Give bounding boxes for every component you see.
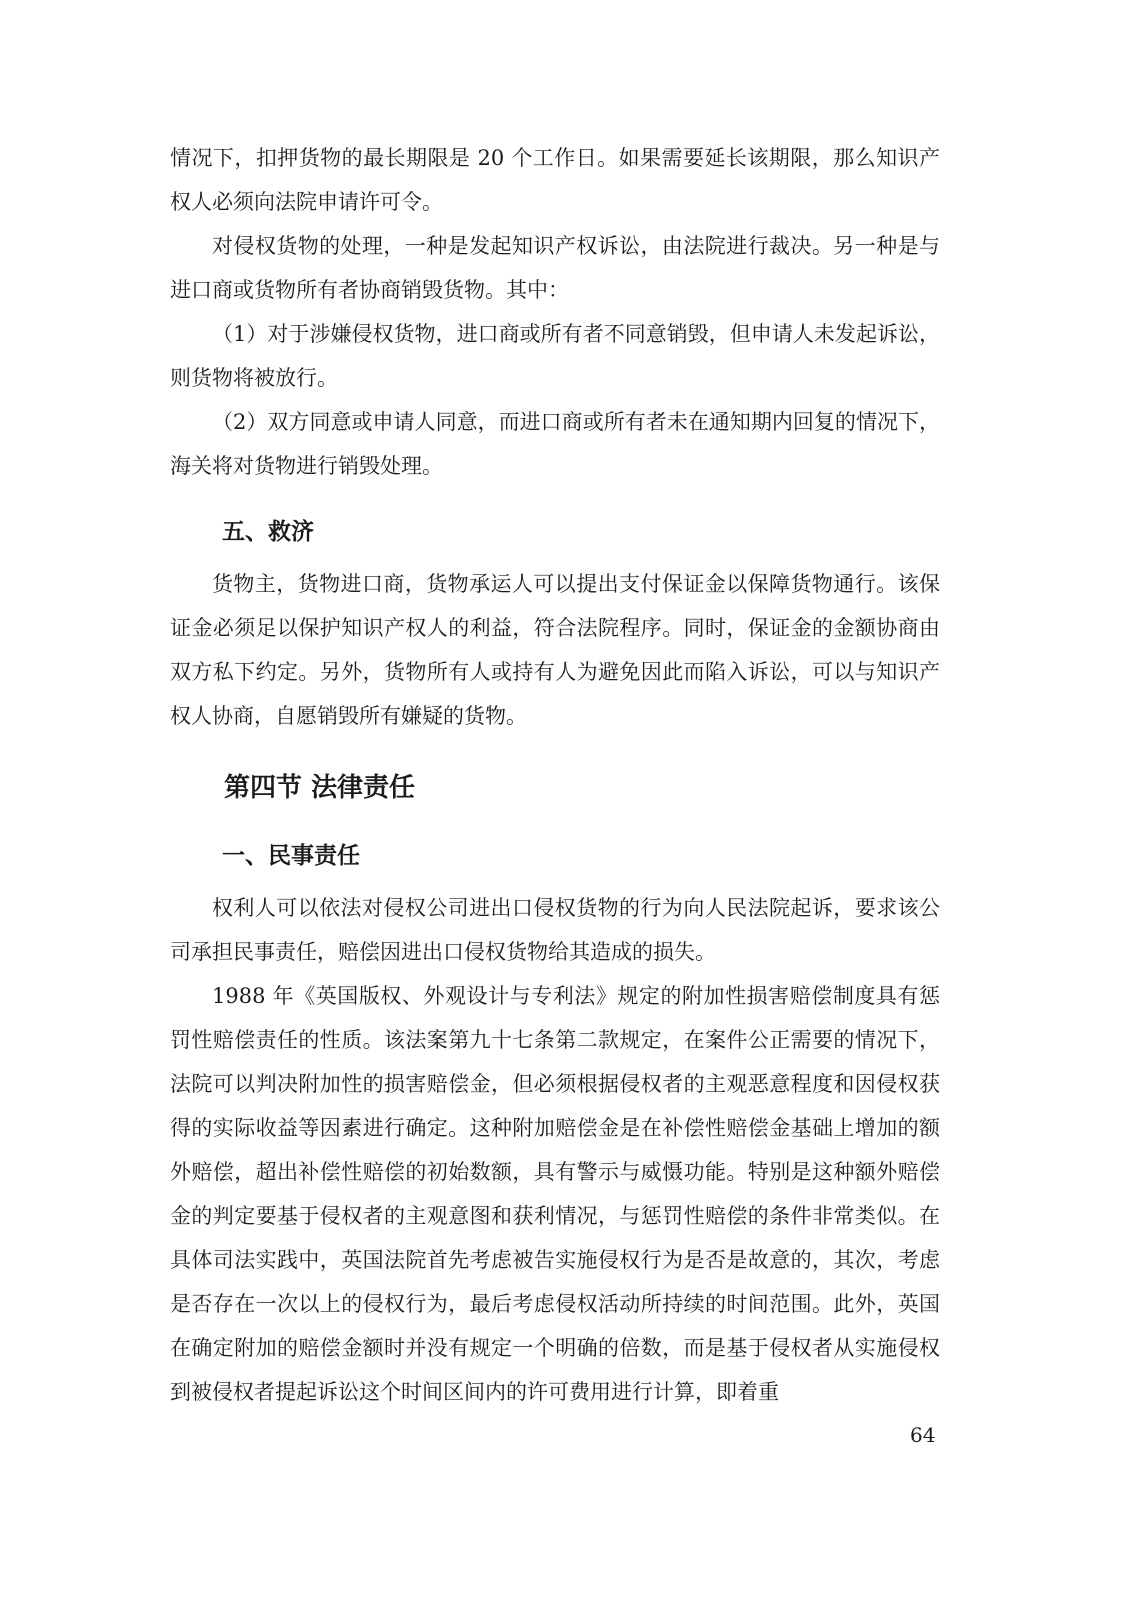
heading-remedy: 五、救济 xyxy=(222,519,314,545)
document-page xyxy=(170,136,940,1414)
section-title: 第四节 法律责任 xyxy=(224,773,416,803)
paragraph-item-1: （1）对于涉嫌侵权货物，进口商或所有者不同意销毁，但申请人未发起诉讼，则货物将被放行。 xyxy=(170,322,940,390)
page-number: 64 xyxy=(910,1423,936,1447)
paragraph-uk-law: 1988 年《英国版权、外观设计与专利法》规定的附加性损害赔偿制度具有惩罚性赔偿责任的性质。该法案第九十七条第二款规定，在案件公正需要的情况下，法院可以判决附加性的损害赔偿金，但必须根据侵权者的主观恶意程度和因侵权获得的实际收益等因素进行确定。这种附加赔偿金是在补偿性赔偿金基础上增加的额外赔偿，超出补偿性赔偿的初始数额，具有警示与威慑功能。特别是这种额外赔偿金的判定要基于侵权者的主观意图和获利情况，与惩罚性赔偿的条件非常类似。在具体司法实践中，英国法院首先考虑被告实施侵权行为是否是故意的，其次，考虑是否存在一次以上的侵权行为，最后考虑侵权活动所持续的时间范围。此外，英国在确定附加的赔偿金额时并没有规定一个明确的倍数，而是基于侵权者从实施侵权到被侵权者提起诉讼这个时间区间内的许可费用进行计算，即着重 xyxy=(170,984,940,1404)
heading-civil-liability: 一、民事责任 xyxy=(222,843,360,869)
paragraph-remedy: 货物主，货物进口商，货物承运人可以提出支付保证金以保障货物通行。该保证金必须足以保护知识产权人的利益，符合法院程序。同时，保证金的金额协商由双方私下约定。另外，货物所有人或持有人为避免因此而陷入诉讼，可以与知识产权人协商，自愿销毁所有嫌疑的货物。 xyxy=(170,572,940,728)
paragraph-infringing-goods-handling: 对侵权货物的处理，一种是发起知识产权诉讼，由法院进行裁决。另一种是与进口商或货物所有者协商销毁货物。其中： xyxy=(170,234,940,302)
paragraph-civil-liability: 权利人可以依法对侵权公司进出口侵权货物的行为向人民法院起诉，要求该公司承担民事责任，赔偿因进出口侵权货物给其造成的损失。 xyxy=(170,896,940,964)
paragraph-item-2: （2）双方同意或申请人同意，而进口商或所有者未在通知期内回复的情况下，海关将对货物进行销毁处理。 xyxy=(170,410,940,478)
paragraph-seizure-period: 情况下，扣押货物的最长期限是 20 个工作日。如果需要延长该期限，那么知识产权人必须向法院申请许可令。 xyxy=(170,146,940,214)
